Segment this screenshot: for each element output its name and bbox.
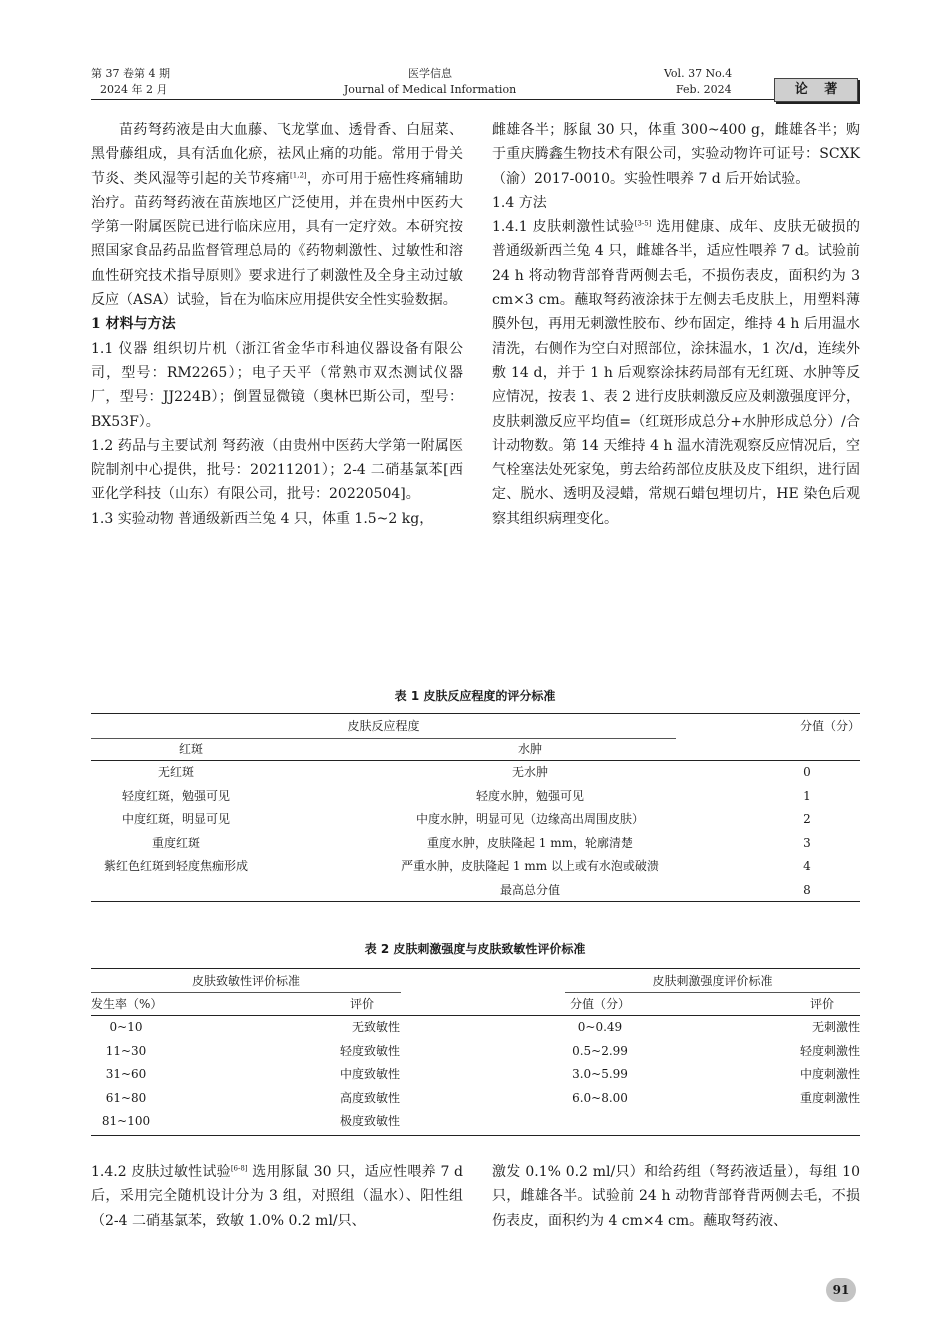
table1-cell-score: 2 (803, 812, 811, 826)
table2-cell-irritation: 重度刺激性 (799, 1090, 860, 1105)
header-journal-cn: 医学信息 (408, 67, 452, 80)
table2-cell-rate: 0~10 (109, 1020, 143, 1034)
table2-col-left-eval: 评价 (350, 997, 375, 1011)
table2-left-group: 皮肤致敏性评价标准 (191, 974, 300, 988)
citation-ref: [1,2] (290, 170, 307, 179)
table1-header-rule (91, 760, 860, 761)
section-badge: 论 著 (774, 78, 858, 102)
table2-cell-irritation: 无刺激性 (811, 1020, 860, 1034)
table2-cell-rate: 11~30 (105, 1043, 147, 1058)
table1-cell-score: 1 (803, 788, 811, 803)
header-volume-cn: 第 37 卷第 4 期 (91, 67, 170, 80)
page-number: 91 (826, 1278, 856, 1302)
table1-cell-erythema: 中度红斑，明显可见 (121, 812, 230, 826)
table1-cell-edema: 无水肿 (511, 765, 548, 779)
citation-ref: [3-5] (634, 219, 652, 228)
bottom-left-column (91, 1160, 463, 1233)
table1-bottom-rule (91, 901, 860, 902)
table2-cell-score: 3.0~5.99 (572, 1067, 628, 1081)
right-column (492, 118, 860, 531)
section-heading-methods: 1.4 方法 (492, 194, 547, 211)
paragraph-instruments: 1.1 仪器 组织切片机（浙江省金华市科迪仪器设备有限公司，型号：RM2265）；电子天平（常熟市双杰测试仪器厂，型号：JJ224B）；倒置显微镜（奥林巴斯公司，型号：BX53F）。 (91, 340, 463, 430)
table1-col-edema: 水肿 (517, 742, 542, 756)
table1-sub-rule (91, 738, 676, 739)
table2-col-right-eval: 评价 (810, 997, 835, 1011)
table1-group-header: 皮肤反应程度 (347, 719, 420, 733)
section-heading-materials: 1 材料与方法 (91, 316, 176, 333)
paragraph-drugs: 1.2 药品与主要试剂 弩药液（由贵州中医药大学第一附属医院制剂中心提供，批号：20211201）；2-4 二硝基氯苯[西亚化学科技（山东）有限公司，批号：20220504]。 (91, 437, 463, 503)
table1-cell-edema: 重度水肿，皮肤隆起 1 mm，轮廓清楚 (426, 835, 634, 850)
table2-cell-irritation: 轻度刺激性 (799, 1043, 860, 1058)
table2-top-rule (91, 968, 860, 969)
table1-cell-edema: 最高总分值 (499, 882, 560, 897)
table1-cell-edema: 轻度水肿，勉强可见 (475, 788, 584, 803)
table2-caption: 表 2 皮肤刺激强度与皮肤致敏性评价标准 (364, 942, 586, 956)
table1-score-header: 分值（分） (799, 719, 860, 733)
table1-col-erythema: 红斑 (178, 742, 203, 756)
table2-col-score: 分值（分） (570, 997, 631, 1011)
left-column (91, 118, 463, 531)
table1-cell-erythema: 紫红色红斑到轻度焦痂形成 (103, 859, 248, 873)
paragraph-skin-irritation: 1.4.1 皮肤刺激性试验[3-5] 选用健康、成年、皮肤无破损的普通级新西兰兔 4 只，雌雄各半，适应性喂养 7 d。试验前 24 h 将动物背部脊背两侧去毛，不损伤表皮，面积约为 3 cm×3 cm。蘸取弩药液涂抹于左侧去毛皮肤上，用塑料薄膜外包，再用无刺激性胶布、纱布固定，维持 4 h 后用温水清洗，右侧作为空白对照部位，涂抹温水，1 次/d，连续外敷 14 d，并于 1 h 后观察涂抹药局部有无红斑、水肿等反应情况，按表 1、表 2 进行皮肤刺激反应及刺激强度评分，皮肤刺激反应平均值=（红斑形成总分+水肿形成总分）/合计动物数。第 14 天维持 4 h 温水清洗观察反应情况后，空气栓塞法处死家兔，剪去给药部位皮肤及皮下组织，进行固定、脱水、透明及浸蜡，常规石蜡包埋切片，HE 染色后观察其组织病理变化。 (492, 219, 860, 527)
table2-cell-sensitization: 轻度致敏性 (339, 1043, 400, 1058)
table1-cell-score: 0 (803, 765, 811, 779)
header-volume-en: Vol. 37 No.4 (664, 67, 733, 80)
header-journal-en: Journal of Medical Information (343, 83, 517, 96)
table1-cell-erythema: 无红斑 (157, 765, 194, 779)
header-date-cn: 2024 年 2 月 (100, 83, 168, 96)
table2-cell-irritation: 中度刺激性 (799, 1067, 860, 1081)
paragraph-allergy-cont: 激发 0.1% 0.2 ml/只）和给药组（弩药液适量），每组 10 只，雌雄各半。试验前 24 h 动物背部脊背两侧去毛，不损伤表皮，面积约为 4 cm×4 cm。蘸取弩药液、 (492, 1164, 860, 1229)
table2-cell-rate: 61~80 (105, 1090, 147, 1105)
table2-header-rule (91, 1015, 860, 1016)
table2-left-sub-rule (91, 992, 401, 993)
header-date-en: Feb. 2024 (676, 83, 732, 96)
table2-cell-sensitization: 中度致敏性 (339, 1067, 400, 1081)
table2-cell-score: 0~0.49 (577, 1020, 623, 1034)
table1-cell-erythema: 轻度红斑，勉强可见 (121, 788, 230, 803)
header-rule (91, 99, 774, 100)
table1-cell-score: 8 (803, 882, 811, 897)
table2-cell-sensitization: 无致敏性 (351, 1020, 400, 1034)
table2-cell-sensitization: 高度致敏性 (339, 1090, 400, 1105)
table2-cell-score: 6.0~8.00 (572, 1090, 628, 1105)
paragraph-animals-cont: 雌雄各半；豚鼠 30 只，体重 300~400 g，雌雄各半；购于重庆腾鑫生物技术有限公司，实验动物许可证号：SCXK（渝）2017-0010。实验性喂养 7 d 后开始试验。 (492, 122, 860, 187)
table2-cell-score: 0.5~2.99 (572, 1043, 628, 1058)
table2-right-group: 皮肤刺激强度评价标准 (652, 974, 773, 988)
table2-cell-rate: 31~60 (105, 1067, 147, 1081)
intro-paragraph: 苗药弩药液是由大血藤、飞龙掌血、透骨香、白屈菜、黑骨藤组成，具有活血化瘀，祛风止痛的功能。常用于骨关节炎、类风湿等引起的关节疼痛[1,2]，亦可用于癌性疼痛辅助治疗。苗药弩药液在苗族地区广泛使用，并在贵州中医药大学第一附属医院已进行临床应用，具有一定疗效。本研究按照国家食品药品监督管理总局的《药物刺激性、过敏性和溶血性研究技术指导原则》要求进行了刺激性及全身主动过敏反应（ASA）试验，旨在为临床应用提供安全性实验数据。 (91, 122, 464, 309)
paragraph-allergy: 1.4.2 皮肤过敏性试验[6-8] 选用豚鼠 30 只，适应性喂养 7 d 后，采用完全随机设计分为 3 组，对照组（温水）、阳性组（2-4 二硝基氯苯，致敏 1.0% 0.2 ml/只、 (91, 1164, 463, 1229)
table2-cell-rate: 81~100 (101, 1114, 151, 1128)
table1-cell-erythema: 重度红斑 (151, 835, 200, 850)
table2-cell-sensitization: 极度致敏性 (339, 1114, 400, 1128)
table1-cell-edema: 中度水肿，明显可见（边缘高出周围皮肤） (415, 812, 644, 826)
table2-right-sub-rule (565, 992, 860, 993)
bottom-right-column (492, 1160, 860, 1233)
paragraph-animals: 1.3 实验动物 普通级新西兰兔 4 只，体重 1.5~2 kg， (91, 510, 434, 527)
citation-ref: [6-8] (230, 1164, 248, 1173)
table1-cell-score: 4 (803, 859, 811, 873)
table1-caption: 表 1 皮肤反应程度的评分标准 (394, 689, 556, 703)
table1-cell-score: 3 (803, 835, 811, 850)
table1-top-rule (91, 713, 860, 714)
table1-cell-edema: 严重水肿，皮肤隆起 1 mm 以上或有水泡或破溃 (401, 859, 659, 873)
table2-col-rate: 发生率（%） (91, 997, 163, 1011)
table2-bottom-rule (91, 1135, 860, 1136)
